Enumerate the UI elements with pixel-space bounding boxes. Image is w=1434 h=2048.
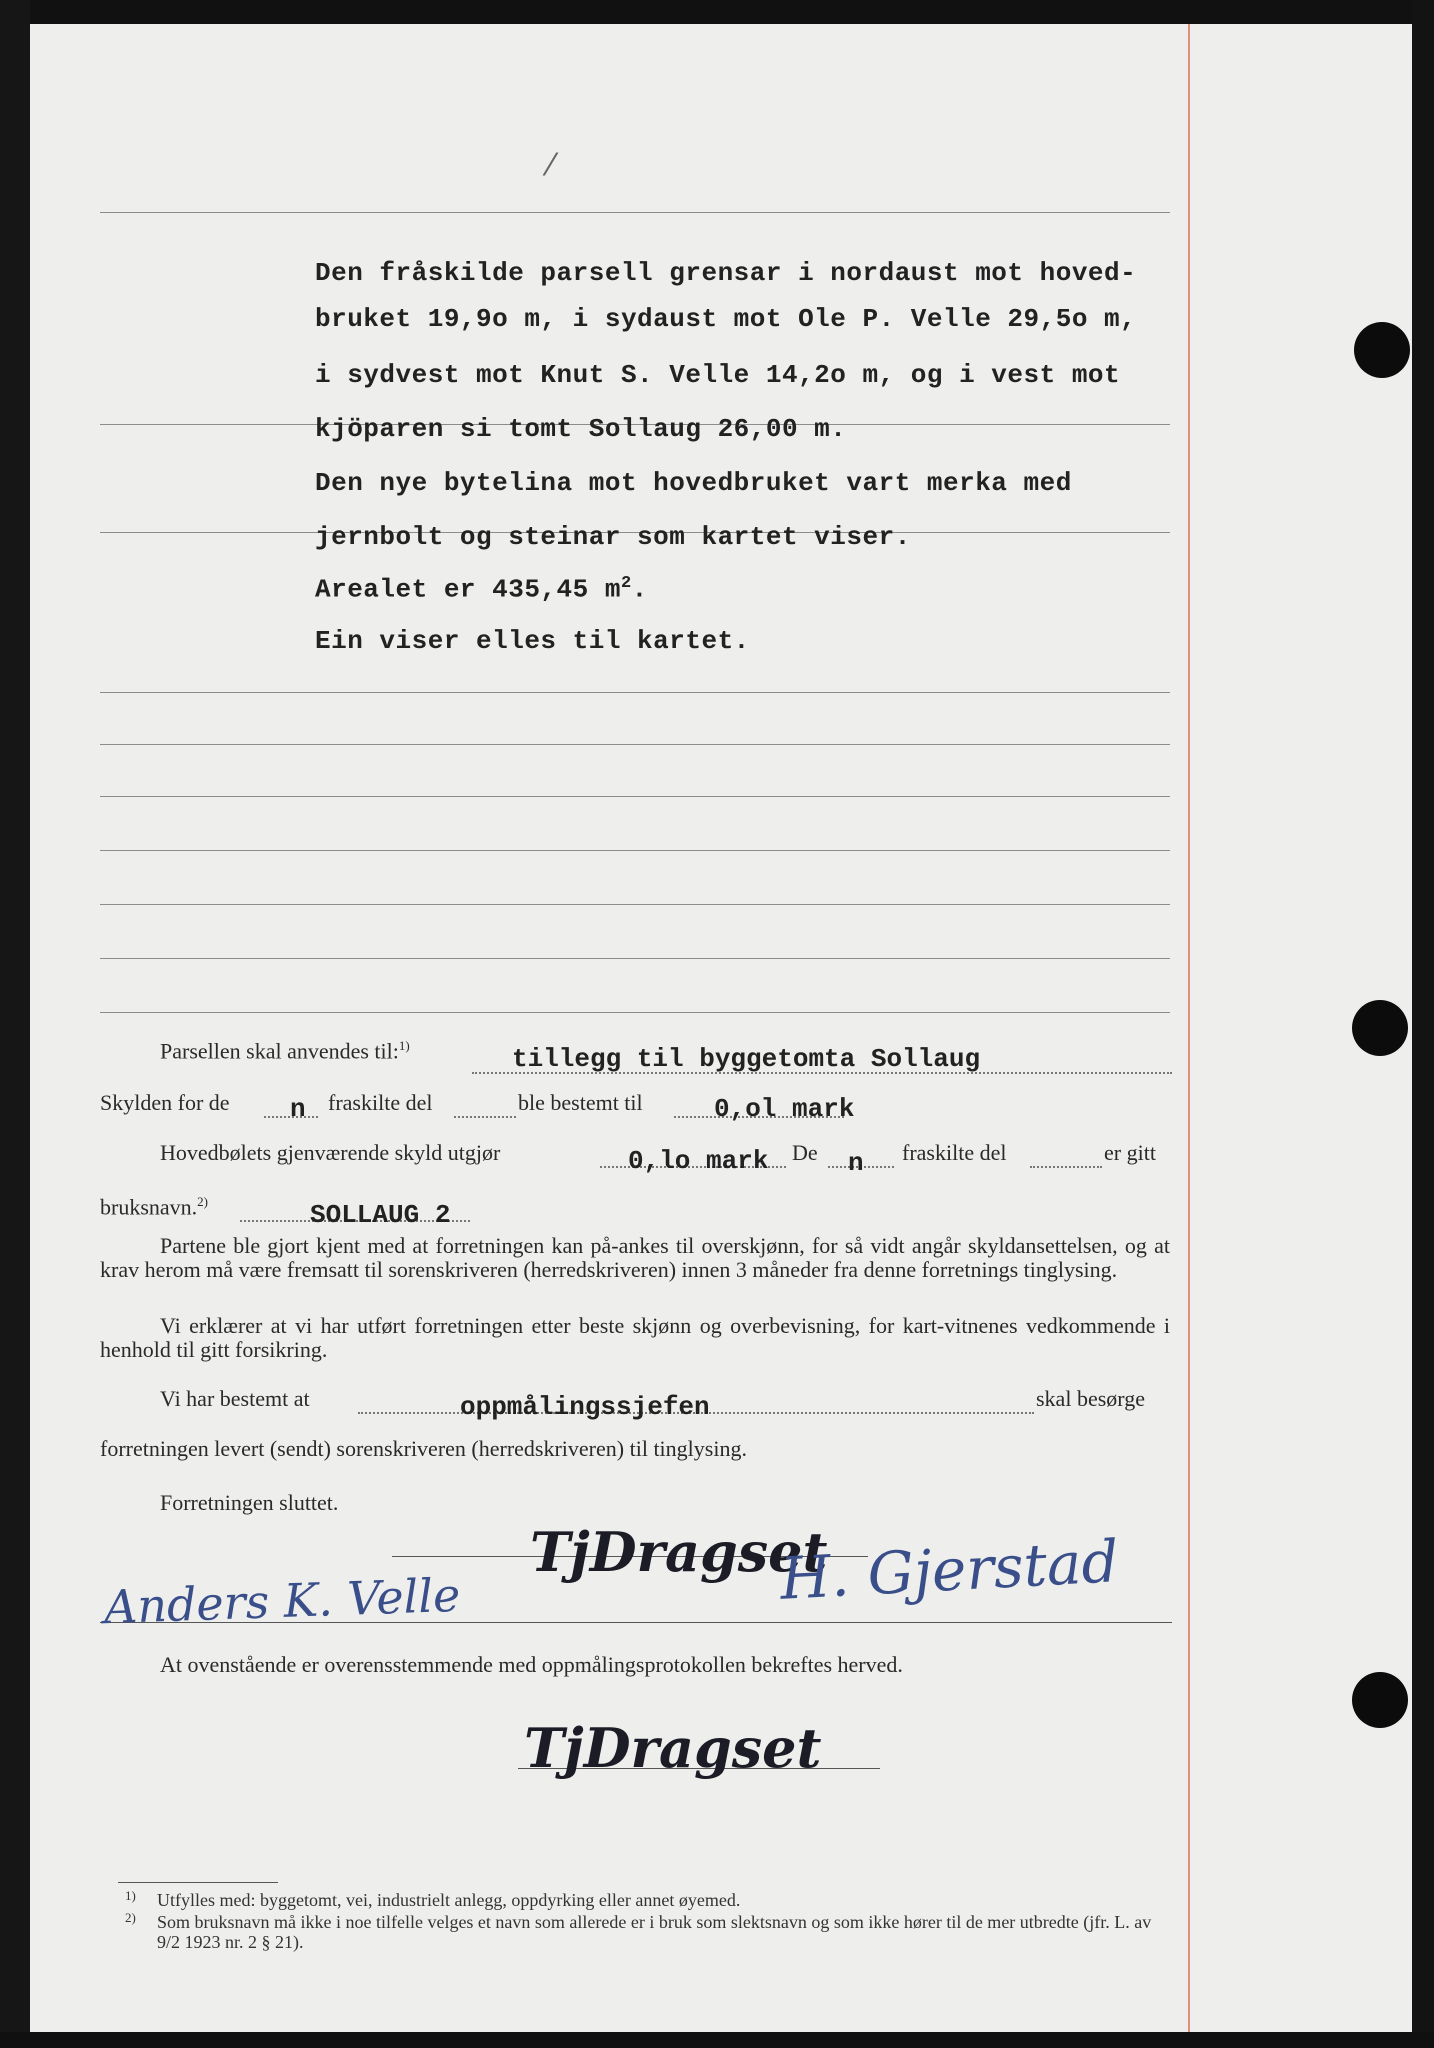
ruled-line — [100, 958, 1170, 959]
area-end: . — [631, 574, 648, 605]
levert-text: forretningen levert (sendt) sorenskriveren (herredskriveren) til tinglysing. — [100, 1436, 747, 1461]
typed-line-3: i sydvest mot Knut S. Velle 14,2o m, og i vest mot — [315, 360, 1121, 390]
signature-bottom: TjDragset — [524, 1716, 822, 1780]
scan-border-bottom — [0, 2032, 1434, 2048]
confirm-text: At ovenstående er overensstemmende med oppmålingsprotokollen bekreftes herved. — [160, 1652, 903, 1677]
typed-line-2: bruket 19,9o m, i sydaust mot Ole P. Velle 29,5o m, — [315, 304, 1137, 334]
typed-line-5: Den nye bytelina mot hovedbruket vart merka med — [315, 468, 1072, 498]
bruksnavn-fn: 2) — [197, 1194, 208, 1209]
skylden-label-b: fraskilte del — [328, 1090, 433, 1115]
footnote-2 — [125, 1910, 1172, 1952]
skylden-value: 0,ol mark — [714, 1094, 855, 1124]
area-line — [315, 574, 648, 605]
hoved-label-de: De — [792, 1140, 818, 1165]
bestemt-value: oppmålingssjefen — [460, 1392, 710, 1422]
para-declare-text: Vi erklærer at vi har utført forretningen etter beste skjønn og overbevisning, for kart-vitnenes vedkommende i henhold til gitt forsikring. — [100, 1313, 1170, 1362]
parsellen-label — [160, 1038, 410, 1064]
sluttet-text: Forretningen sluttet. — [160, 1490, 339, 1515]
parsellen-fn: 1) — [398, 1038, 410, 1053]
refer-line: Ein viser elles til kartet. — [315, 626, 750, 656]
hoved-value: 0,lo mark — [628, 1146, 769, 1176]
ruled-line — [100, 796, 1170, 797]
bruksnavn-label-text: bruksnavn. — [100, 1194, 198, 1220]
parsellen-label-text: Parsellen skal anvendes til: — [160, 1038, 399, 1064]
margin-rule — [1188, 24, 1190, 2032]
scan-border-top — [0, 0, 1434, 24]
parsellen-value: tillegg til byggetomta Sollaug — [512, 1044, 981, 1074]
footnote-2-text: Som bruksnavn må ikke i noe tilfelle velges et navn som allerede er i bruk som slektsnavn og som ikke hører til de mer utbredte (jfr. L. av 9/2 1923 nr. 2 § 21). — [157, 1912, 1152, 1952]
bruksnavn-label — [100, 1194, 208, 1220]
signature-right: H. Gjerstad — [778, 1527, 1121, 1613]
footnote-1 — [125, 1888, 1172, 1910]
typed-line-6: jernbolt og steinar som kartet viser. — [315, 522, 911, 552]
footnote-rule — [118, 1882, 278, 1883]
ruled-line — [100, 212, 1170, 213]
ruled-line — [100, 692, 1170, 693]
ruled-line — [100, 744, 1170, 745]
para-appeal-text: Partene ble gjort kjent med at forretningen kan på-ankes til overskjønn, for så vidt angår skyldansettelsen, og at krav herom må være fremsatt til sorenskriveren (herredskriveren) innen 3 måneder fra denne forretnings tinglysing. — [100, 1233, 1170, 1282]
area-text: Arealet er 435,45 m — [315, 574, 621, 605]
skylden-label-c: ble bestemt til — [518, 1090, 643, 1115]
hoved-label-end: er gitt — [1104, 1140, 1156, 1165]
typed-line-4: kjöparen si tomt Sollaug 26,00 m. — [315, 414, 847, 444]
hoved-label: Hovedbølets gjenværende skyld utgjør — [160, 1140, 501, 1165]
area-sup: 2 — [620, 574, 632, 593]
hoved-fill-n: n — [848, 1148, 864, 1178]
skylden-dots-2 — [454, 1116, 516, 1118]
skylden-fill-n: n — [290, 1094, 306, 1124]
typed-line-1: Den fråskilde parsell grensar i nordaust mot hoved- — [315, 258, 1137, 288]
ruled-line — [100, 1012, 1170, 1013]
para-appeal — [100, 1234, 1170, 1282]
scan-border-left — [0, 0, 30, 2048]
footnote-1-mark: 1) — [125, 1888, 136, 1903]
punch-hole-icon — [1352, 1000, 1408, 1056]
ruled-line — [100, 850, 1170, 851]
hoved-label-fras: fraskilte del — [902, 1140, 1007, 1165]
bruksnavn-value: SOLLAUG 2 — [310, 1200, 451, 1230]
signature-left: Anders K. Velle — [103, 1567, 462, 1635]
punch-hole-icon — [1352, 1672, 1408, 1728]
para-declare — [100, 1314, 1170, 1362]
pencil-mark: ⁄ — [548, 148, 554, 183]
signature-center: TjDragset — [530, 1520, 828, 1584]
footnote-1-text: Utfylles med: byggetomt, vei, industrielt anlegg, oppdyrking eller annet øyemed. — [157, 1890, 741, 1910]
skylden-label-a: Skylden for de — [100, 1090, 230, 1115]
hoved-dots-3 — [1030, 1166, 1102, 1168]
footnotes — [125, 1888, 1172, 1952]
bestemt-end: skal besørge — [1036, 1386, 1145, 1411]
footnote-2-mark: 2) — [125, 1910, 136, 1925]
punch-hole-icon — [1354, 322, 1410, 378]
scan-border-right — [1412, 0, 1434, 2048]
bestemt-label: Vi har bestemt at — [160, 1386, 310, 1411]
ruled-line — [100, 904, 1170, 905]
